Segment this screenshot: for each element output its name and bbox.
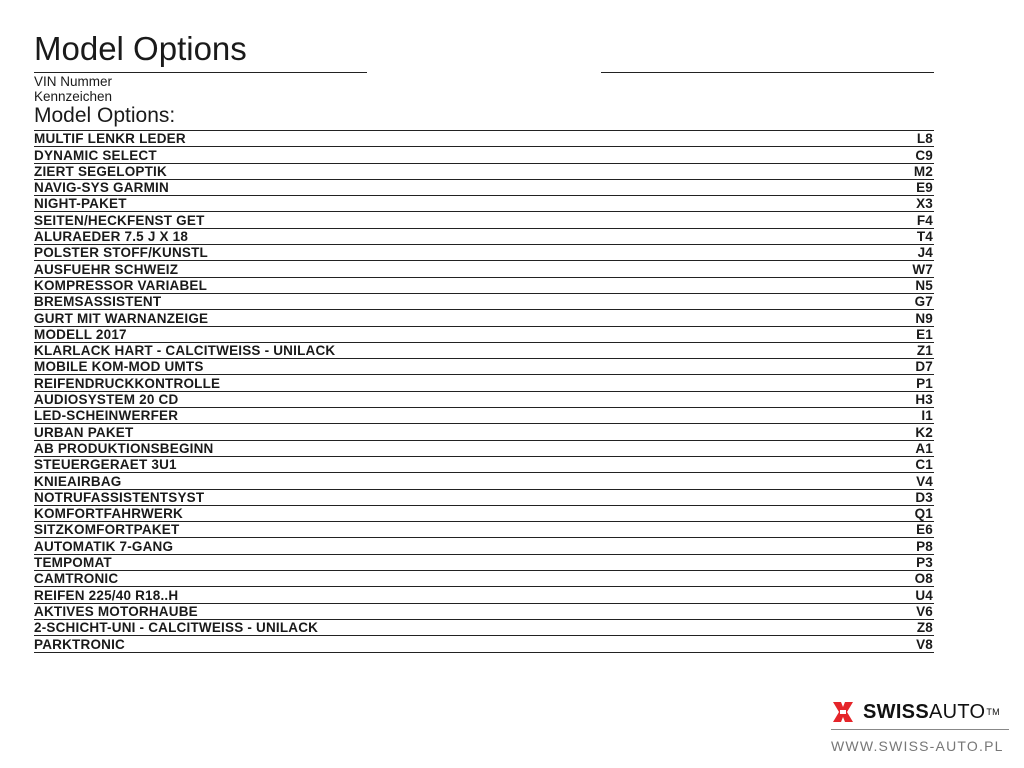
option-code: I1 [921,408,933,424]
option-name: ZIERT SEGELOPTIK [34,163,167,179]
vin-label: VIN Nummer [34,74,113,89]
option-code: V4 [916,473,933,489]
option-name: DYNAMIC SELECT [34,147,157,163]
option-row [34,180,934,196]
option-code: L8 [916,131,933,147]
option-row [34,245,934,261]
option-row [34,261,934,277]
option-code: P3 [916,555,933,571]
option-row [34,538,934,554]
option-name: MULTIF LENKR LEDER [34,131,186,147]
option-row [34,522,934,538]
option-code: P8 [916,538,933,554]
option-name: MOBILE KOM-MOD UMTS [34,359,204,375]
option-row [34,343,934,359]
option-code: G7 [914,294,933,310]
section-title: Model Options: [34,104,176,127]
option-row [34,164,934,180]
option-name: SITZKOMFORTPAKET [34,522,180,538]
brand-divider [831,729,1009,730]
option-name: CAMTRONIC [34,571,119,587]
option-row [34,131,934,147]
option-row [34,506,934,522]
option-row [34,441,934,457]
option-row [34,555,934,571]
option-code: Q1 [914,506,933,522]
trademark-symbol: TM [986,707,1000,717]
option-code: N9 [915,310,933,326]
option-row [34,392,934,408]
option-code: D3 [915,489,933,505]
option-code: C9 [915,147,933,163]
swiss-auto-cross-logo-icon [831,700,855,724]
option-code: Z8 [916,620,933,636]
option-code: E1 [916,326,933,342]
option-name: TEMPOMAT [34,555,112,571]
option-code: K2 [915,424,933,440]
option-row [34,196,934,212]
option-code: A1 [915,440,933,456]
option-name: NIGHT-PAKET [34,196,127,212]
brand-name-bold: SWISS [863,701,929,723]
option-row [34,620,934,636]
option-name: KOMFORTFAHRWERK [34,506,183,522]
option-code: J4 [917,245,933,261]
option-row [34,147,934,163]
option-code: E6 [916,522,933,538]
option-name: KLARLACK HART - CALCITWEISS - UNILACK [34,343,336,359]
option-row [34,359,934,375]
option-name: AUTOMATIK 7-GANG [34,538,174,554]
option-name: KOMPRESSOR VARIABEL [34,277,208,293]
option-code: Z1 [916,343,933,359]
option-row [34,310,934,326]
option-code: T4 [916,229,933,245]
option-row [34,424,934,440]
title-underline [34,72,367,73]
option-row [34,636,934,652]
website-url: WWW.SWISS-AUTO.PL [831,738,1004,754]
option-code: P1 [916,375,933,391]
option-row [34,229,934,245]
option-row [34,571,934,587]
option-name: 2-SCHICHT-UNI - CALCITWEISS - UNILACK [34,620,319,636]
kennzeichen-label: Kennzeichen [34,89,113,104]
option-name: PARKTRONIC [34,636,125,652]
option-name: AUSFUEHR SCHWEIZ [34,261,179,277]
option-code: N5 [915,277,933,293]
signature-line [601,72,934,73]
option-name: STEUERGERAET 3U1 [34,457,177,473]
option-code: F4 [916,212,933,228]
option-name: NAVIG-SYS GARMIN [34,180,169,196]
option-name: POLSTER STOFF/KUNSTL [34,245,209,261]
option-row [34,604,934,620]
brand-name-regular: AUTO [928,701,986,723]
options-table [34,130,934,653]
option-code: X3 [916,196,933,212]
option-code: E9 [916,180,933,196]
option-code: C1 [915,457,933,473]
option-name: AKTIVES MOTORHAUBE [34,603,198,619]
option-row [34,490,934,506]
option-row [34,212,934,228]
option-row [34,587,934,603]
option-name: SEITEN/HECKFENST GET [34,212,205,228]
option-name: REIFEN 225/40 R18..H [34,587,179,603]
option-name: BREMSASSISTENT [34,294,162,310]
option-code: U4 [915,587,933,603]
option-name: REIFENDRUCKKONTROLLE [34,375,221,391]
option-code: W7 [912,261,933,277]
option-row [34,473,934,489]
option-row [34,457,934,473]
option-name: NOTRUFASSISTENTSYST [34,489,205,505]
option-code: H3 [915,392,933,408]
option-row [34,408,934,424]
option-name: ALURAEDER 7.5 J X 18 [34,229,189,245]
option-code: M2 [913,163,933,179]
option-code: V6 [916,603,933,619]
option-name: KNIEAIRBAG [34,473,122,489]
option-code: V8 [916,636,933,652]
option-name: AUDIOSYSTEM 20 CD [34,392,179,408]
option-row [34,278,934,294]
brand-wordmark [863,701,1000,723]
option-code: D7 [915,359,933,375]
option-row [34,375,934,391]
option-code: O8 [914,571,933,587]
option-row [34,294,934,310]
option-name: LED-SCHEINWERFER [34,408,179,424]
option-row [34,327,934,343]
brand-logo [831,700,1000,724]
option-name: MODELL 2017 [34,326,127,342]
option-name: URBAN PAKET [34,424,134,440]
option-name: AB PRODUKTIONSBEGINN [34,440,214,456]
page-title: Model Options [34,30,247,67]
option-name: GURT MIT WARNANZEIGE [34,310,209,326]
